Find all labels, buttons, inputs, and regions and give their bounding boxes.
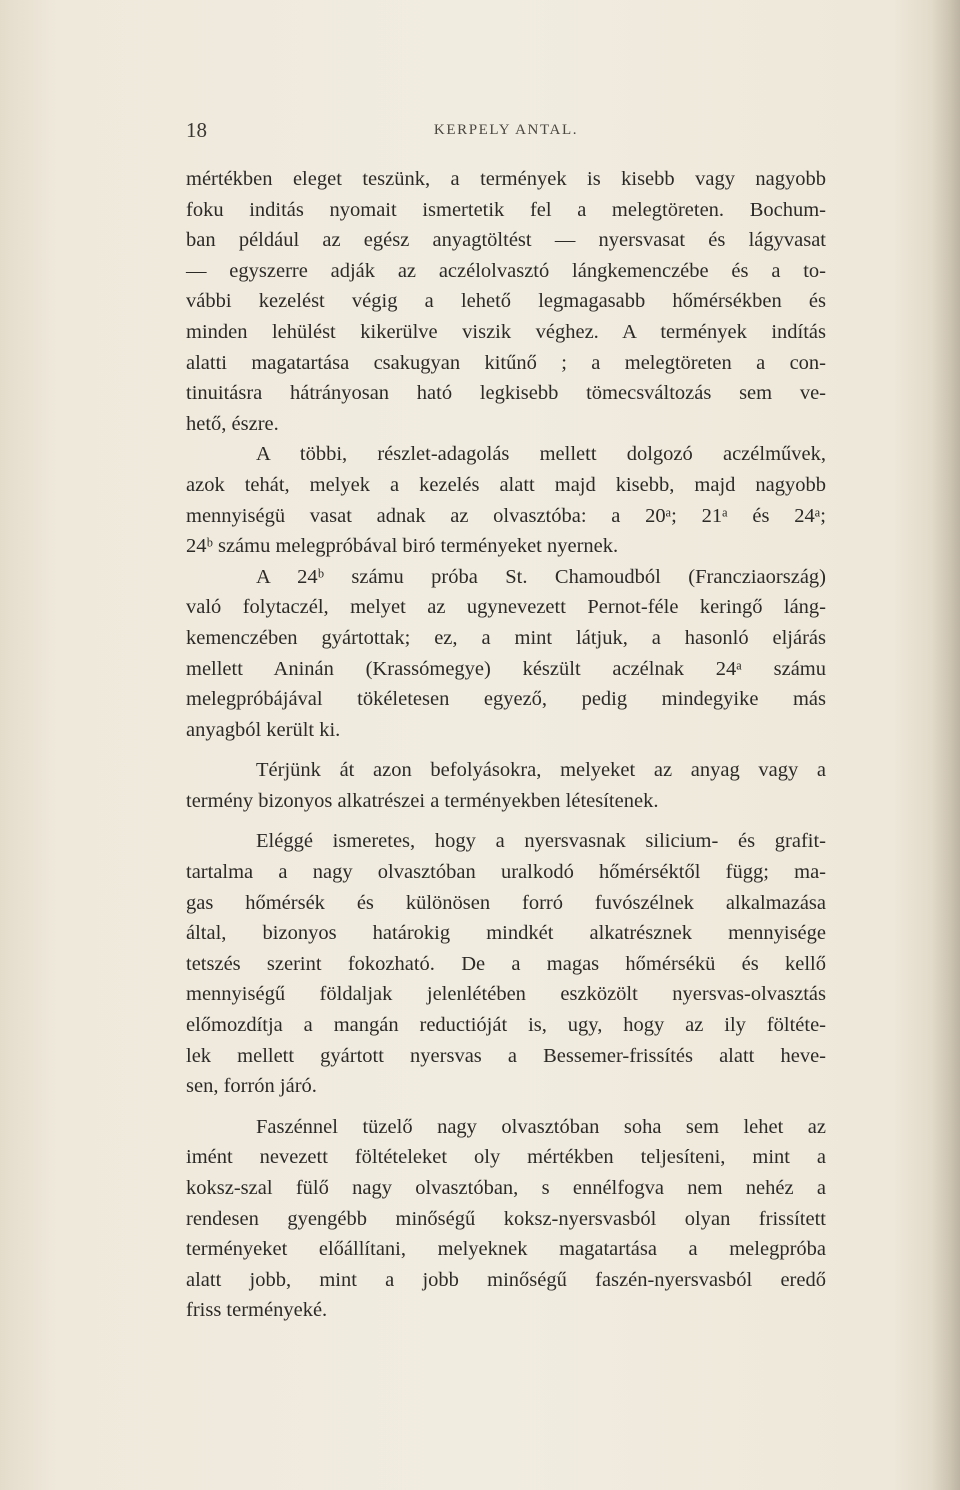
text-line: melegpróbájával tökéletesen egyező, pedig mindegyike más [186, 688, 826, 711]
text-line: tartalma a nagy olvasztóban uralkodó hőmérséktől függ; ma- [186, 861, 826, 884]
text-line: vábbi kezelést végig a lehető legmagasabb hőmérsékben és [186, 290, 826, 313]
paragraph [186, 826, 826, 1101]
text-line: A többi, részlet-adagolás mellett dolgozó aczélművek, [256, 443, 826, 466]
text-line: 24ᵇ számu melegpróbával biró terményeket nyernek. [186, 535, 619, 558]
paragraph [186, 1112, 826, 1326]
body-text [186, 164, 826, 1326]
text-line: azok tehát, melyek a kezelés alatt majd kisebb, majd nagyobb [186, 473, 826, 496]
text-line: lek mellett gyártott nyersvas a Bessemer-frissítés alatt heve- [186, 1044, 826, 1067]
text-line: mennyiségű földaljak jelenlétében eszközölt nyersvas-olvasztás [186, 983, 826, 1006]
paragraph [186, 562, 826, 746]
text-line: koksz-szal fülő nagy olvasztóban, s ennélfogva nem nehéz a [186, 1177, 826, 1199]
text-line: Eléggé ismeretes, hogy a nyersvasnak silicium- és grafit- [256, 830, 826, 853]
text-line: foku inditás nyomait ismertetik fel a melegtöreten. Bochum- [186, 198, 826, 221]
text-line: terményeket előállítani, melyeknek magatartása a melegpróba [186, 1238, 826, 1261]
text-line: imént nevezett föltételeket oly mértékben teljesíteni, mint a [186, 1146, 826, 1169]
page-header [186, 118, 826, 148]
page-edge-shadow [932, 0, 960, 1490]
text-line: sen, forrón járó. [186, 1075, 317, 1098]
text-line: alatti magatartása csakugyan kitűnő ; a melegtöreten a con- [186, 351, 826, 374]
paragraph-gap [186, 745, 826, 755]
paragraph [186, 439, 826, 561]
text-line: kemenczében gyártottak; ez, a mint látjuk, a hasonló eljárás [186, 626, 826, 649]
paragraph-gap [186, 1102, 826, 1112]
page-number: 18 [186, 118, 207, 142]
text-line: A 24ᵇ számu próba St. Chamoudból (Francziaország) [256, 565, 826, 588]
text-line: való folytaczél, melyet az ugynevezett Pernot-féle keringő láng- [186, 596, 826, 619]
text-line: alatt jobb, mint a jobb minőségű faszén-nyersvasból eredő [186, 1268, 826, 1291]
text-line: tetszés szerint fokozható. De a magas hőmérsékü és kellő [186, 952, 826, 975]
text-line: minden lehülést kikerülve viszik véghez. A termények indítás [186, 320, 826, 343]
running-title: KERPELY ANTAL. [433, 122, 579, 138]
text-line: anyagból került ki. [186, 718, 341, 741]
paragraph [186, 164, 826, 439]
text-line: mellett Aninán (Krassómegye) készült aczélnak 24ᵃ számu [186, 657, 826, 680]
text-line: által, bizonyos határokig mindkét alkatrésznek mennyisége [186, 922, 826, 945]
text-line: Térjünk át azon befolyásokra, melyeket az anyag vagy a [256, 759, 826, 782]
text-line: friss terményeké. [186, 1299, 328, 1322]
text-line: Faszénnel tüzelő nagy olvasztóban soha sem lehet az [256, 1115, 826, 1138]
text-line: termény bizonyos alkatrészei a terményekben létesítenek. [186, 789, 659, 812]
text-line: tinuitásra hátrányosan ható legkisebb tömecsváltozás sem ve- [186, 382, 826, 405]
text-line: ban például az egész anyagtöltést — nyersvasat és lágyvasat [186, 229, 826, 252]
text-line: rendesen gyengébb minőségű koksz-nyersvasból olyan frissített [186, 1207, 826, 1230]
text-line: hető, észre. [186, 412, 279, 435]
text-line: — egyszerre adják az aczélolvasztó lángkemenczébe és a to- [186, 259, 826, 282]
text-line: mértékben eleget teszünk, a termények is kisebb vagy nagyobb [186, 168, 826, 190]
text-line: mennyiségü vasat adnak az olvasztóba: a 20ᵃ; 21ᵃ és 24ᵃ; [186, 504, 826, 527]
text-line: gas hőmérsék és különösen forró fuvószélnek alkalmazása [186, 891, 826, 914]
text-line: előmozdítja a mangán reductióját is, ugy, hogy az ily föltéte- [186, 1014, 826, 1037]
paragraph [186, 755, 826, 816]
paragraph-gap [186, 816, 826, 826]
